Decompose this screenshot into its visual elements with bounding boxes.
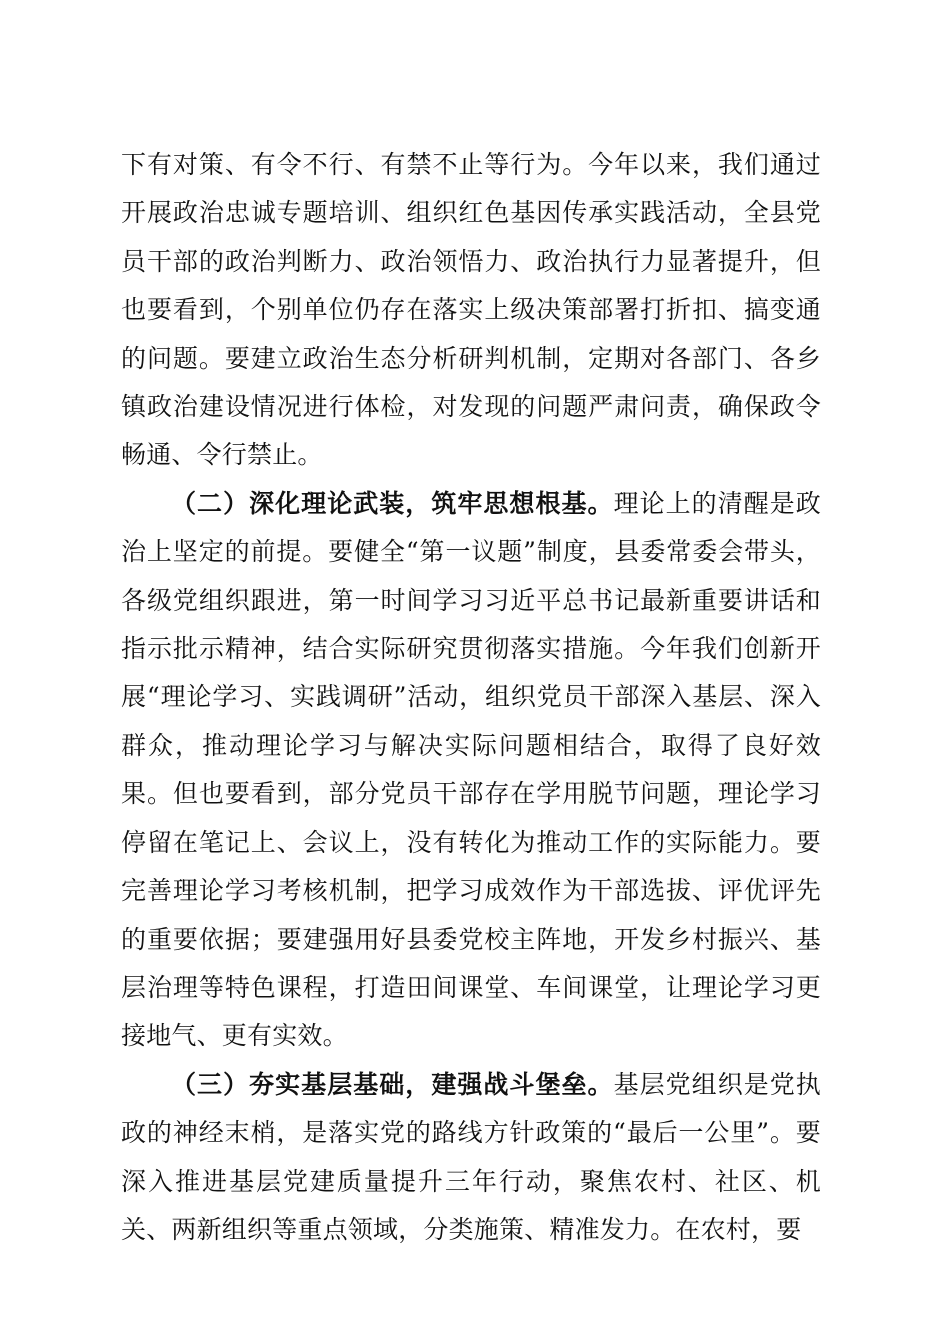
section-heading-2: （二）深化理论武装，筑牢思想根基。 xyxy=(171,488,614,518)
paragraph-text: 理论上的清醒是政治上坚定的前提。要健全“第一议题”制度，县委常委会带头，各级党组织跟进，第一时间学习习近平总书记最新重要讲话和指示批示精神，结合实际研究贯彻落实措施。今年我们创新开展“理论学习、实践调研”活动，组织党员干部深入基层、深入群众，推动理论学习与解决实际问题相结合，取得了良好效果。但也要看到，部分党员干部存在学用脱节问题，理论学习停留在笔记上、会议上，没有转化为推动工作的实际能力。要完善理论学习考核机制，把学习成效作为干部选拔、评优评先的重要依据；要建强用好县委党校主阵地，开发乡村振兴、基层治理等特色课程，打造田间课堂、车间课堂，让理论学习更接地气、更有实效。 xyxy=(121,488,821,1051)
document-body xyxy=(121,141,821,1254)
paragraph-text: 下有对策、有令不行、有禁不止等行为。今年以来，我们通过开展政治忠诚专题培训、组织红色基因传承实践活动，全县党员干部的政治判断力、政治领悟力、政治执行力显著提升，但也要看到，个别单位仍存在落实上级决策部署打折扣、搞变通的问题。要建立政治生态分析研判机制，定期对各部门、各乡镇政治建设情况进行体检，对发现的问题严肃问责，确保政令畅通、令行禁止。 xyxy=(121,150,821,470)
paragraph-text: 基层党组织是党执政的神经末梢，是落实党的路线方针政策的“最后一公里”。要深入推进基层党建质量提升三年行动，聚焦农村、社区、机关、两新组织等重点领域，分类施策、精准发力。在农村，要 xyxy=(121,1069,821,1244)
paragraph-continuation xyxy=(121,141,821,480)
paragraph-section-3 xyxy=(121,1061,821,1255)
paragraph-section-2 xyxy=(121,480,821,1061)
section-heading-3: （三）夯实基层基础，建强战斗堡垒。 xyxy=(171,1069,614,1099)
